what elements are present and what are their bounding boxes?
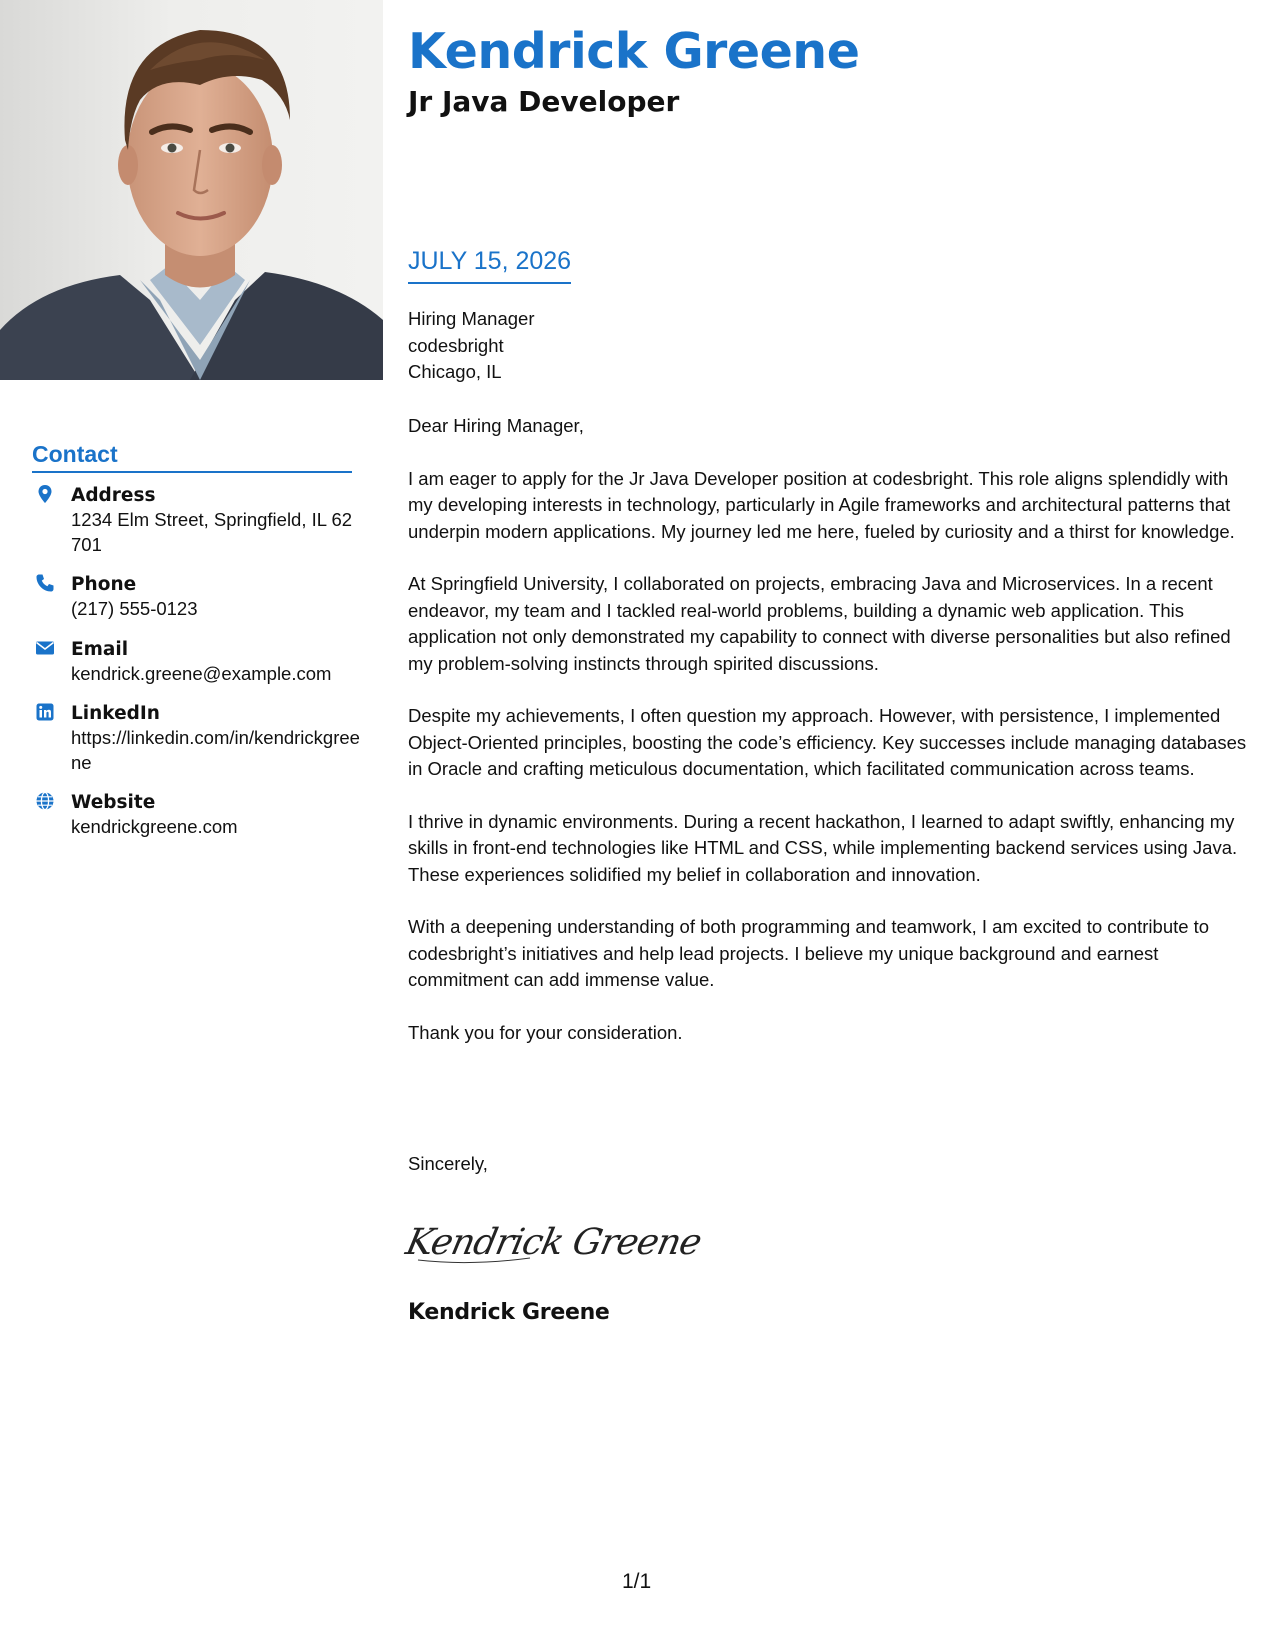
email-icon: [35, 638, 55, 658]
applicant-name: Kendrick Greene: [408, 23, 860, 80]
signature-image: [402, 1208, 705, 1283]
letter-paragraph: I am eager to apply for the Jr Java Developer position at codesbright. This role aligns splendidly with my developing interests in technology, particularly in Agile frameworks and architectural patterns that underpin modern applications. My journey led me here, fueled by curiosity and a thirst for knowledge.: [408, 467, 1235, 542]
recipient-title: Hiring Manager: [408, 308, 535, 329]
contact-label: Phone: [71, 574, 137, 595]
letter-paragraph: Despite my achievements, I often question my approach. However, with persistence, I implemented Object-Oriented principles, boosting the code’s efficiency. Key successes include managing databases in Oracle and crafting meticulous documentation, which facilitated communication across teams.: [408, 705, 1247, 779]
applicant-role: Jr Java Developer: [408, 85, 680, 118]
contact-value[interactable]: https://linkedin.com/in/kendrickgreene: [71, 727, 360, 773]
signature-text: Kendrick Greene: [402, 1220, 705, 1263]
contact-heading: Contact: [32, 439, 352, 473]
letter-date: JULY 15, 2026: [408, 246, 571, 284]
recipient-location: Chicago, IL: [408, 361, 502, 382]
contact-value: (217) 555-0123: [71, 598, 198, 619]
contact-address: [32, 483, 362, 557]
contact-label: Website: [71, 792, 156, 813]
letter-thanks: Thank you for your consideration.: [408, 1021, 683, 1043]
contact-label: Email: [71, 638, 129, 660]
letter-paragraph: With a deepening understanding of both programming and teamwork, I am excited to contribute to codesbright’s initiatives and help lead projects. I believe my unique background and earnest commitment can add immense value.: [408, 916, 1210, 990]
signer-name: Kendrick Greene: [408, 1300, 610, 1325]
recipient-company: codesbright: [408, 334, 504, 356]
recipient-block: [408, 306, 534, 386]
location-pin-icon: [35, 484, 55, 504]
letter-paragraph: I thrive in dynamic environments. During a recent hackathon, I learned to adapt swiftly, enhancing my skills in front-end technologies like HTML and CSS, while implementing backend services using Java. These experiences solidified my belief in collaboration and innovation.: [408, 810, 1238, 885]
profile-photo: [0, 0, 383, 380]
contact-label: Address: [71, 485, 156, 506]
contact-email: [32, 637, 362, 687]
contact-value[interactable]: kendrickgreene.com: [71, 816, 238, 837]
letter-paragraph: At Springfield University, I collaborated on projects, embracing Java and Microservices. In a recent endeavor, my team and I tackled real-world problems, building a dynamic web application. This application not only demonstrated my capability to connect with diverse personalities but also refined my problem-solving instincts through spirited discussions.: [408, 573, 1231, 674]
letter-closing: Sincerely,: [408, 1153, 488, 1174]
globe-icon: [35, 791, 55, 811]
phone-icon: [35, 573, 55, 593]
contact-value: 1234 Elm Street, Springfield, IL 62701: [71, 509, 353, 555]
letter-greeting: Dear Hiring Manager,: [408, 415, 584, 436]
linkedin-icon: [35, 702, 55, 722]
contact-phone: [32, 572, 362, 622]
contact-label: LinkedIn: [71, 703, 160, 724]
page-number: 1/1: [622, 1570, 652, 1593]
contact-linkedin: [32, 701, 362, 775]
contact-website: [32, 790, 362, 840]
contact-value: kendrick.greene@example.com: [71, 662, 332, 684]
contact-list: [32, 483, 362, 855]
letter-body: [408, 413, 1258, 1072]
